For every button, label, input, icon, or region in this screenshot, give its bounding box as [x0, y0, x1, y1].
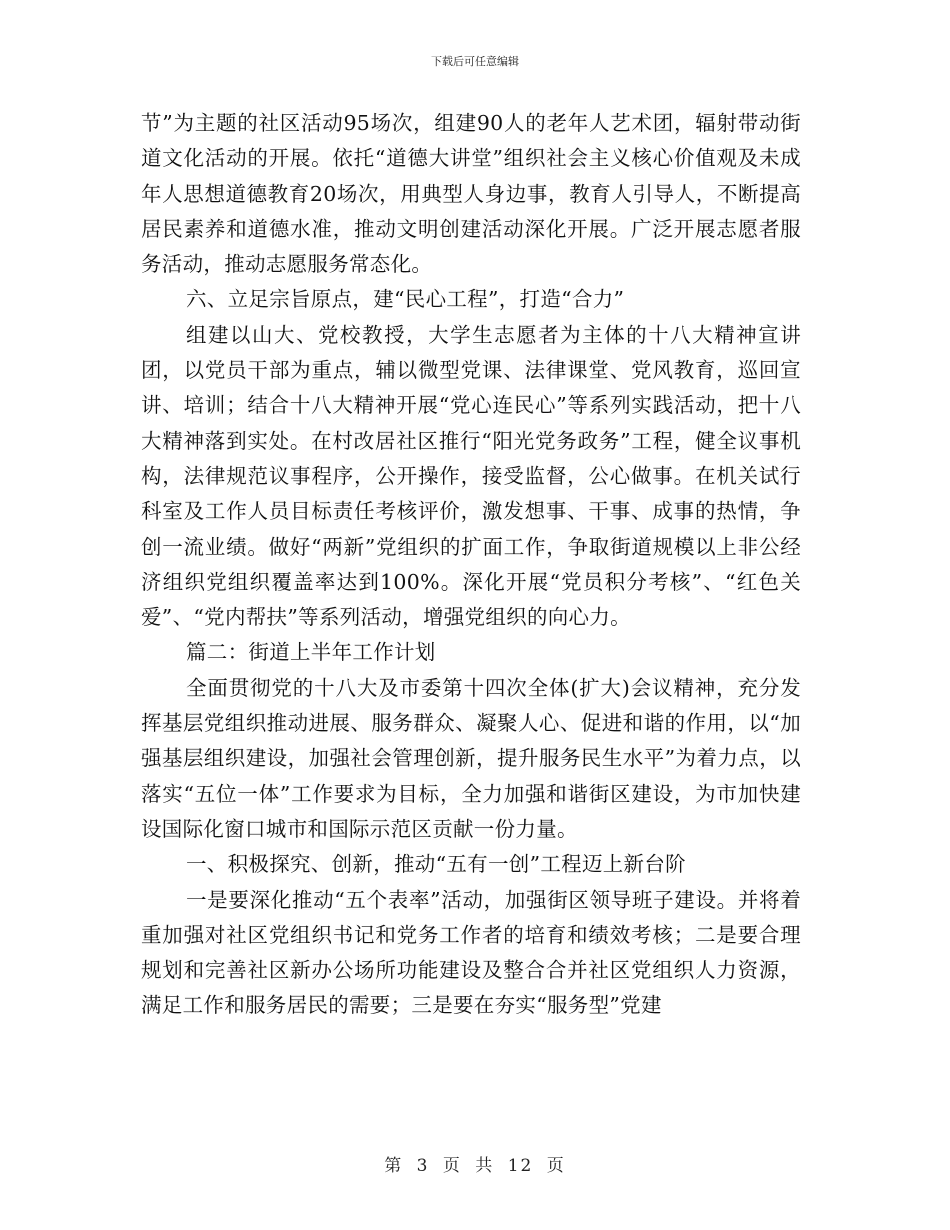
page-number-footer: 第 3 页 共 12 页: [384, 1156, 566, 1176]
section-heading: 六、立足宗旨原点，建“民心工程”，打造“合力”: [186, 287, 625, 312]
paragraph: 全面贯彻党的十八大及市委第十四次全体(扩大)会议精神，充分发挥基层党组织推动进展、服务群众、凝聚人心、促进和谐的作用，以“加强基层组织建设，加强社会管理创新，提升服务民生水平”为着力点，以落实“五位一体”工作要求为目标，全力加强和谐街区建设，为市加快建设国际化窗口城市和国际示范区贡献一份力量。: [141, 675, 801, 841]
section-heading: 一、积极探究、创新，推动“五有一创”工程迈上新台阶: [186, 852, 686, 877]
paragraph: 一是要深化推动“五个表率”活动，加强街区领导班子建设。并将着重加强对社区党组织书记和党务工作者的培育和绩效考核；二是要合理规划和完善社区新办公场所功能建设及整合合并社区党组织人力资源，满足工作和服务居民的需要；三是要在夯实“服务型”党建: [141, 887, 801, 1018]
paragraph: 组建以山大、党校教授，大学生志愿者为主体的十八大精神宣讲团，以党员干部为重点，辅以微型党课、法律课堂、党风教育，巡回宣讲、培训；结合十八大精神开展“党心连民心”等系列实践活动，把十八大精神落到实处。在村改居社区推行“阳光党务政务”工程，健全议事机构，法律规范议事程序，公开操作，接受监督，公心做事。在机关试行科室及工作人员目标责任考核评价，激发想事、干事、成事的热情，争创一流业绩。做好“两新”党组织的扩面工作，争取街道规模以上非公经济组织党组织覆盖率达到100%。深化开展“党员积分考核”、“红色关爱”、“党内帮扶”等系列活动，增强党组织的向心力。: [141, 322, 801, 630]
article-title: 篇二：街道上半年工作计划: [186, 640, 436, 665]
document-body: [141, 106, 801, 1024]
paragraph-continuation: 节”为主题的社区活动95场次，组建90人的老年人艺术团，辐射带动街道文化活动的开展。依托“道德大讲堂”组织社会主义核心价值观及未成年人思想道德教育20场次，用典型人身边事，教育人引导人，不断提高居民素养和道德水准，推动文明创建活动深化开展。广泛开展志愿者服务活动，推动志愿服务常态化。: [141, 111, 801, 277]
page-header: 下载后可任意编辑: [431, 55, 519, 68]
